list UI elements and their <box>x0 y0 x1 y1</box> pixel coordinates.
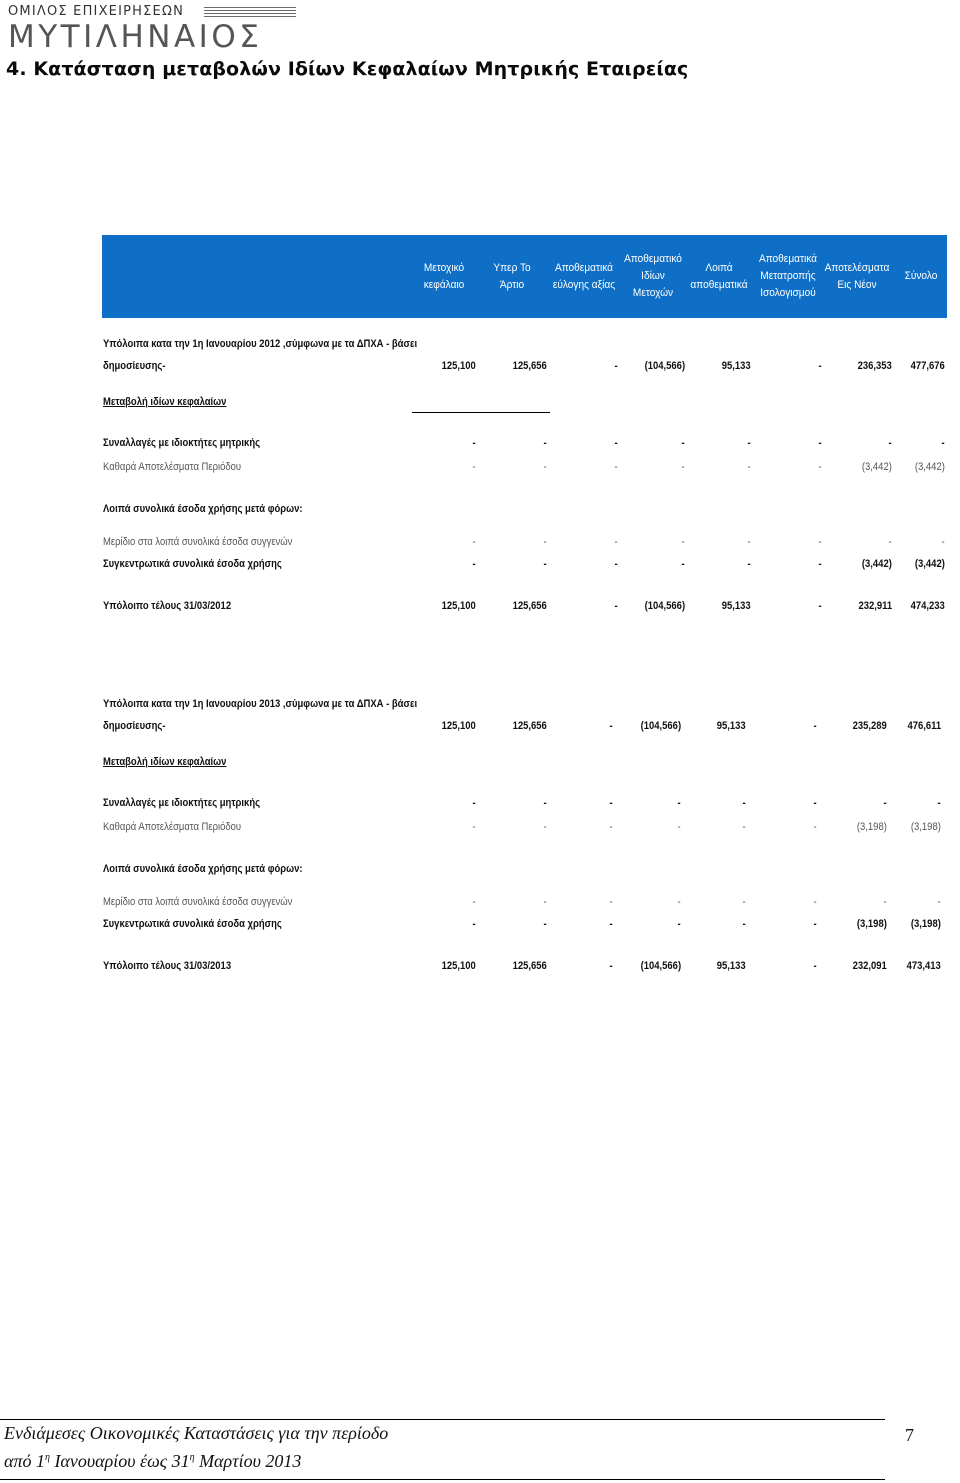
table-row <box>103 360 948 378</box>
cell-value: - <box>543 461 547 473</box>
cell-value: (104,566) <box>640 960 681 972</box>
column-header-line: Αποθεματικό <box>624 253 682 265</box>
cell-value: 473,413 <box>906 960 941 972</box>
column-header <box>898 235 944 318</box>
row-label: Υπόλοιπο τέλους 31/03/2012 <box>103 600 232 612</box>
cell-value: (104,566) <box>644 600 685 612</box>
column-header-line: αποθεματικά <box>690 278 748 291</box>
cell-value: - <box>609 960 613 972</box>
column-header-line: Σύνολο <box>904 270 938 282</box>
cell-value: - <box>677 821 681 833</box>
cell-value: - <box>883 797 887 809</box>
cell-value: - <box>614 360 618 372</box>
column-header-line: Αποθεματικά <box>758 253 818 265</box>
cell-value: - <box>543 437 547 449</box>
cell-value: 476,611 <box>907 720 941 732</box>
cell-value: - <box>677 896 681 908</box>
table-row <box>103 918 948 936</box>
cell-value: - <box>681 558 685 570</box>
cell-value: - <box>813 960 817 972</box>
cell-value: - <box>472 558 476 570</box>
table-row <box>103 896 948 914</box>
table-row <box>103 503 948 521</box>
cell-value: - <box>472 918 476 930</box>
column-header-line: Λοιπά <box>705 261 733 274</box>
cell-value: - <box>888 437 892 449</box>
company-logo <box>8 4 300 55</box>
cell-value: - <box>747 536 751 548</box>
column-header-line: Μετατροπής <box>760 270 816 282</box>
cell-value: (3,198) <box>857 918 887 930</box>
row-label: Λοιπά συνολικά έσοδα χρήσης μετά φόρων: <box>103 503 303 515</box>
cell-value: - <box>813 896 817 908</box>
cell-value: - <box>813 821 817 833</box>
cell-value: - <box>937 797 941 809</box>
column-header-line: Αποτελέσματα <box>824 261 890 274</box>
cell-value: (3,442) <box>862 461 892 473</box>
cell-value: 236,353 <box>857 360 892 372</box>
column-header-line: Μετοχικό <box>423 261 465 274</box>
table-row <box>103 756 948 774</box>
cell-value: 125,656 <box>512 360 547 372</box>
cell-value: - <box>677 918 681 930</box>
cell-value: - <box>818 536 822 548</box>
cell-value: (3,442) <box>915 461 945 473</box>
column-header-line: Υπερ Το Άρτιο <box>493 261 531 291</box>
cell-value: 125,100 <box>441 360 476 372</box>
cell-value: - <box>609 797 613 809</box>
cell-value: - <box>614 536 618 548</box>
cell-value: (3,198) <box>911 918 941 930</box>
cell-value: - <box>941 536 945 548</box>
cell-value: - <box>818 360 822 372</box>
cell-value: - <box>818 437 822 449</box>
cell-value: - <box>818 558 822 570</box>
cell-value: - <box>543 918 547 930</box>
cell-value: 95,133 <box>722 360 751 372</box>
cell-value: (3,198) <box>911 821 941 833</box>
column-header <box>482 235 543 318</box>
column-header <box>412 235 476 318</box>
cell-value: 232,911 <box>858 600 892 612</box>
cell-value: - <box>747 437 751 449</box>
cell-value: - <box>472 461 476 473</box>
table-row <box>103 600 948 618</box>
cell-value: - <box>472 437 476 449</box>
cell-value: - <box>543 536 547 548</box>
cell-value: - <box>609 918 613 930</box>
cell-value: - <box>742 896 746 908</box>
cell-value: - <box>472 821 476 833</box>
cell-value: 235,289 <box>852 720 887 732</box>
cell-value: 95,133 <box>722 600 751 612</box>
cell-value: - <box>609 896 613 908</box>
logo-stripes <box>204 7 296 19</box>
row-label: Λοιπά συνολικά έσοδα χρήσης μετά φόρων: <box>103 863 303 875</box>
table-row <box>103 821 948 839</box>
cell-value: 95,133 <box>717 720 746 732</box>
table-row <box>103 536 948 554</box>
column-header <box>620 235 686 318</box>
cell-value: - <box>681 461 685 473</box>
logo-company-name: ΜΥΤΙΛΗΝΑΙΟΣ <box>8 19 263 55</box>
cell-value: 474,233 <box>910 600 945 612</box>
footer-title: Ενδιάμεσες Οικονομικές Καταστάσεις για την περίοδο <box>4 1423 389 1443</box>
column-header <box>824 235 890 318</box>
cell-value: - <box>614 600 618 612</box>
column-header-line: Ιδίων Μετοχών <box>632 270 674 299</box>
cell-value: 125,656 <box>512 600 547 612</box>
cell-value: 125,656 <box>512 720 547 732</box>
column-header-line: κεφάλαιο <box>423 278 465 291</box>
cell-value: - <box>813 918 817 930</box>
column-header <box>550 235 618 318</box>
cell-value: - <box>742 918 746 930</box>
cell-value: - <box>818 461 822 473</box>
cell-value: - <box>614 558 618 570</box>
cell-value: - <box>543 896 547 908</box>
row-label: Καθαρά Αποτελέσματα Περιόδου <box>103 821 242 833</box>
cell-value: - <box>681 437 685 449</box>
table-header <box>102 235 947 318</box>
column-header-line: Εις Νέον <box>837 278 877 291</box>
cell-value: 232,091 <box>852 960 887 972</box>
cell-value: - <box>543 797 547 809</box>
cell-value: (104,566) <box>644 360 685 372</box>
cell-value: - <box>888 536 892 548</box>
cell-value: - <box>742 797 746 809</box>
cell-value: 125,100 <box>441 600 476 612</box>
row-label: Συναλλαγές με ιδιοκτήτες μητρικής <box>103 797 261 809</box>
page-title: 4. Κατάσταση μεταβολών Ιδίων Κεφαλαίων Μητρικής Εταιρείας <box>6 58 689 80</box>
table-row <box>103 863 948 881</box>
column-header <box>689 235 750 318</box>
cell-value: (3,442) <box>862 558 892 570</box>
cell-value: 95,133 <box>717 960 746 972</box>
cell-value: (104,566) <box>640 720 681 732</box>
table-row <box>103 558 948 576</box>
column-header-line: Αποθεματικά <box>554 261 614 274</box>
cell-value: - <box>472 797 476 809</box>
row-label: Μεταβολή ιδίων κεφαλαίων <box>103 396 227 408</box>
row-label: Μεταβολή ιδίων κεφαλαίων <box>103 756 227 768</box>
cell-value: 125,100 <box>441 720 476 732</box>
cell-value: - <box>742 821 746 833</box>
page-number: 7 <box>905 1425 914 1445</box>
table-row <box>103 960 948 978</box>
cell-value: - <box>818 600 822 612</box>
cell-value: (3,198) <box>857 821 887 833</box>
cell-value: - <box>747 461 751 473</box>
cell-value: - <box>543 558 547 570</box>
column-header-line: Ισολογισμού <box>760 287 816 299</box>
table-row <box>103 396 948 414</box>
table-row <box>103 720 948 738</box>
cell-value: 125,656 <box>512 960 547 972</box>
row-label: Μερίδιο στα λοιπά συνολικά έσοδα συγγενών <box>103 536 293 548</box>
cell-value: - <box>472 896 476 908</box>
table-row <box>103 461 948 479</box>
logo-group-text: ΟΜΙΛΟΣ ΕΠΙΧΕΙΡΗΣΕΩΝ <box>8 4 185 19</box>
row-label: δημοσίευσης- <box>103 720 166 732</box>
footer-rule-bottom <box>0 1479 885 1480</box>
cell-value: - <box>937 896 941 908</box>
row-label: δημοσίευσης- <box>103 360 166 372</box>
cell-value: - <box>813 720 817 732</box>
row-label: Συναλλαγές με ιδιοκτήτες μητρικής <box>103 437 261 449</box>
cell-value: - <box>883 896 887 908</box>
cell-value: - <box>543 821 547 833</box>
cell-value: - <box>614 437 618 449</box>
cell-value: - <box>681 536 685 548</box>
row-label: Συγκεντρωτικά συνολικά έσοδα χρήσης <box>103 558 282 570</box>
cell-value: - <box>813 797 817 809</box>
column-header <box>756 235 820 318</box>
row-label: Συγκεντρωτικά συνολικά έσοδα χρήσης <box>103 918 282 930</box>
cell-value: - <box>747 558 751 570</box>
cell-value: (3,442) <box>915 558 945 570</box>
footer-rule-top <box>0 1419 885 1420</box>
cell-value: - <box>614 461 618 473</box>
row-label: Μερίδιο στα λοιπά συνολικά έσοδα συγγενών <box>103 896 293 908</box>
cell-value: - <box>941 437 945 449</box>
cell-value: - <box>677 797 681 809</box>
column-header-line: εύλογης αξίας <box>552 278 616 291</box>
table-row <box>103 437 948 455</box>
footer-period: από $1^\eta$ Ιανουαρίου έως $31^\eta$ Μαρτίου 2013 <box>4 1451 302 1471</box>
row-label: Υπόλοιπα κατα την 1η Ιανουαρίου 2013 ,σύμφωνα με τα ΔΠΧΑ - βάσει <box>103 698 418 710</box>
cell-value: - <box>472 536 476 548</box>
cell-value: - <box>609 720 613 732</box>
row-label: Καθαρά Αποτελέσματα Περιόδου <box>103 461 242 473</box>
row-label: Υπόλοιπα κατα την 1η Ιανουαρίου 2012 ,σύμφωνα με τα ΔΠΧΑ - βάσει <box>103 338 418 350</box>
row-label: Υπόλοιπο τέλους 31/03/2013 <box>103 960 232 972</box>
cell-value: - <box>609 821 613 833</box>
cell-value: 477,676 <box>910 360 945 372</box>
table-row <box>103 797 948 815</box>
cell-value: 125,100 <box>441 960 476 972</box>
